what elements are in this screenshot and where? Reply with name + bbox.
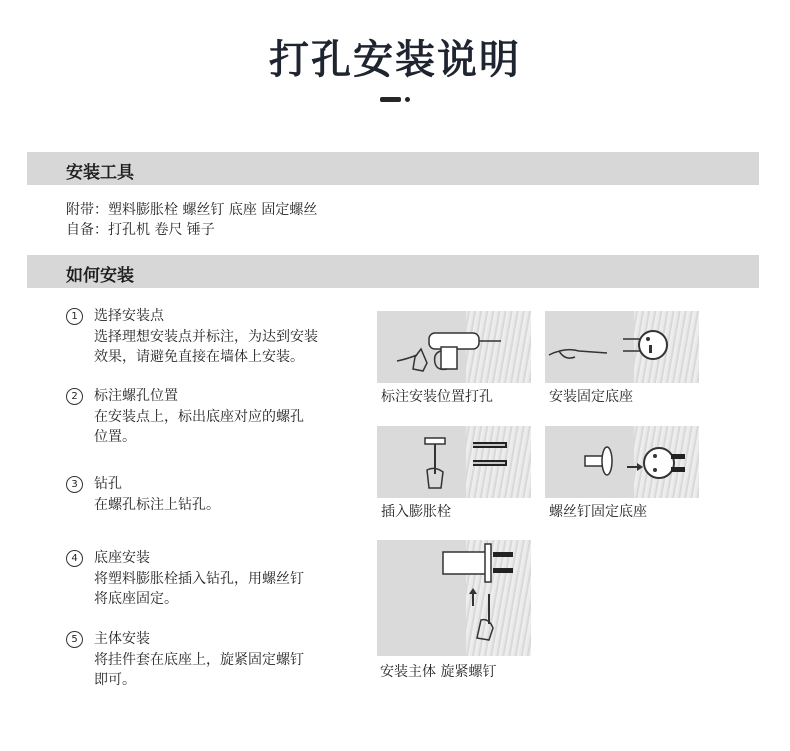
step-number: 3 [66,476,83,493]
tools-self-provided: 自备：打孔机 卷尺 锤子 [66,222,215,238]
step-1 [66,306,356,367]
page-title: 打孔安装说明 [269,37,521,83]
figure-caption: 安装固定底座 [549,389,633,405]
base-plate-icon [545,311,699,383]
step-title: 选择安装点 [94,308,164,324]
screw-base-icon [545,426,699,498]
hammer-icon [377,426,531,498]
step-number: 2 [66,388,83,405]
step-5 [66,629,356,690]
step-desc: 在螺孔标注上钻孔。 [94,497,220,513]
step-title: 钻孔 [94,476,122,492]
mount-body-icon [377,540,531,656]
tools-included: 附带：塑料膨胀栓 螺丝钉 底座 固定螺丝 [66,202,318,218]
step-number: 5 [66,631,83,648]
figure-drill-image [377,311,531,383]
underline-dash [380,97,401,102]
figure-base-image [545,311,699,383]
section-heading: 如何安装 [66,266,134,286]
tools-list [66,200,317,240]
step-desc: 在安装点上，标出底座对应的螺孔位置。 [94,409,304,445]
section-heading: 安装工具 [66,163,134,183]
section-header-tools [27,152,759,185]
figure-screw-image [545,426,699,498]
step-desc: 将塑料膨胀栓插入钻孔，用螺丝钉将底座固定。 [94,571,304,607]
figure-caption: 螺丝钉固定底座 [549,504,647,520]
figure-caption: 标注安装位置打孔 [381,389,493,405]
step-title: 底座安装 [94,550,150,566]
figure-anchor-image [377,426,531,498]
step-4 [66,548,356,609]
figure-body-image [377,540,531,656]
step-3 [66,474,356,515]
drill-icon [377,311,531,383]
step-desc: 将挂件套在底座上，旋紧固定螺钉即可。 [94,652,304,688]
step-desc: 选择理想安装点并标注，为达到安装效果，请避免直接在墙体上安装。 [94,329,318,365]
step-2 [66,386,356,447]
figure-caption: 插入膨胀栓 [381,504,451,520]
underline-dot [405,97,410,102]
section-header-howto [27,255,759,288]
step-title: 标注螺孔位置 [94,388,178,404]
figure-caption: 安装主体 旋紧螺钉 [380,664,497,680]
step-number: 1 [66,308,83,325]
step-number: 4 [66,550,83,567]
step-title: 主体安装 [94,631,150,647]
